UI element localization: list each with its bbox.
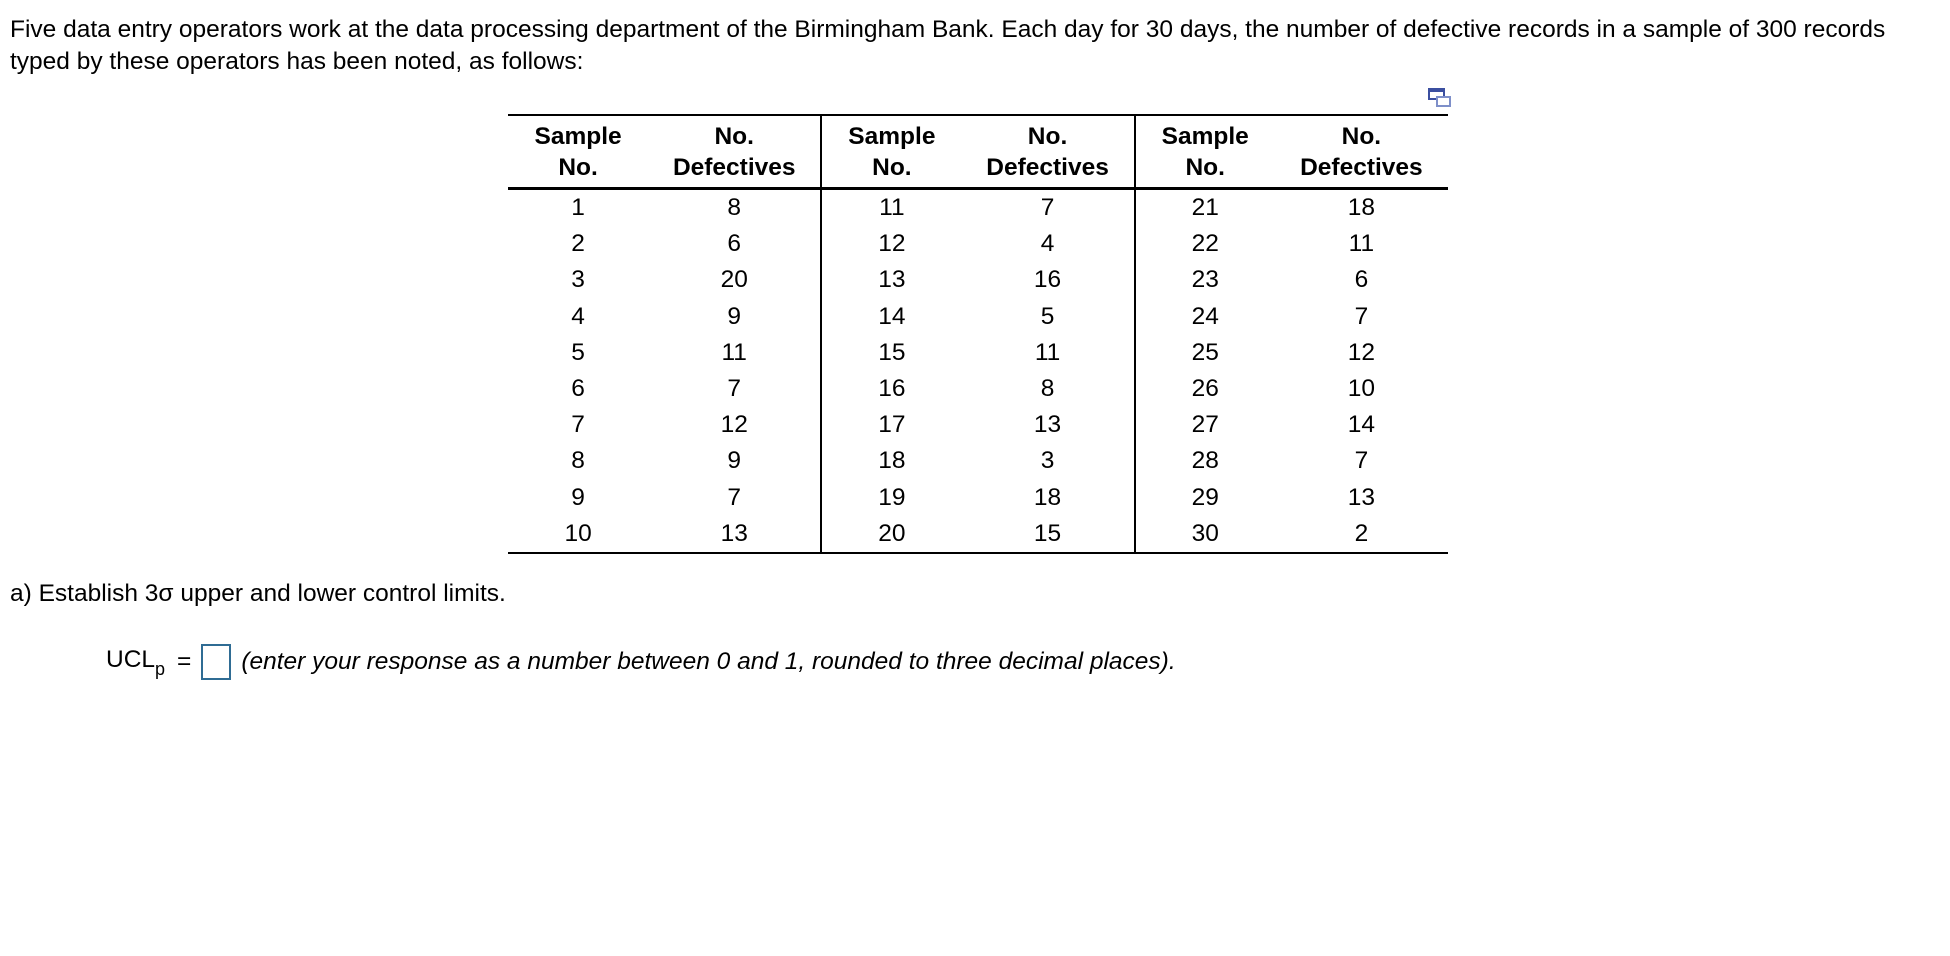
table-cell: 6 [648,226,821,262]
table-cell: 15 [961,516,1134,553]
ucl-answer-row [106,640,1176,684]
table-cell: 8 [961,371,1134,407]
table-cell: 6 [1354,266,1369,294]
table-cell: 4 [571,302,585,330]
table-cell: 30 [1191,519,1219,547]
table-header-row [508,115,1448,189]
table-cell: 10 [1347,375,1376,403]
table-cell: 20 [648,262,821,298]
table-cell: 7 [961,189,1134,227]
table-cell: 14 [878,302,906,330]
table-cell: 2 [1354,519,1369,547]
table-cell: 11 [1348,230,1375,258]
table-cell: 12 [878,230,906,258]
table-cell: 16 [878,375,906,403]
table-cell: 6 [571,375,585,403]
table-cell: 18 [961,480,1134,516]
column-header: No. Defectives [648,115,821,189]
table-cell: 4 [961,226,1134,262]
table-row [508,299,1448,335]
table-cell: 13 [648,516,821,553]
table-cell: 9 [648,443,821,479]
table-cell: 26 [1191,375,1219,403]
table-cell: 9 [648,299,821,335]
table-cell: 21 [1191,194,1219,222]
equals-sign: = [177,648,192,675]
table-cell: 5 [961,299,1134,335]
table-cell: 17 [878,411,906,439]
table-row [508,480,1448,516]
table-cell: 1 [571,194,585,222]
table-row [508,371,1448,407]
table-cell: 25 [1191,338,1219,366]
column-header: Sample No. [848,122,936,181]
table-row [508,226,1448,262]
table-cell: 10 [564,519,592,547]
ucl-answer-input[interactable] [201,644,231,680]
table-cell: 7 [1354,302,1369,330]
table-cell: 9 [571,483,585,511]
table-cell: 7 [648,371,821,407]
table-cell: 12 [1347,338,1376,366]
table-cell: 11 [648,335,821,371]
table-cell: 3 [571,266,585,294]
table-cell: 7 [648,480,821,516]
table-cell: 18 [1347,194,1376,222]
table-cell: 3 [961,443,1134,479]
table-row [508,443,1448,479]
table-cell: 18 [878,447,906,475]
table-row [508,262,1448,298]
table-cell: 5 [571,338,585,366]
question-text: a) Establish 3σ upper and lower control limits. [10,580,506,607]
table-cell: 7 [571,411,585,439]
table-cell: 23 [1191,266,1219,294]
table-cell: 2 [571,230,585,258]
column-header: Sample No. [534,122,622,181]
column-header: No. Defectives [1300,122,1423,181]
table-cell: 29 [1191,483,1219,511]
table-cell: 19 [878,483,906,511]
table-cell: 11 [961,335,1134,371]
table-cell: 8 [648,189,821,227]
table-cell: 12 [648,407,821,443]
answer-hint: (enter your response as a number between 0 and 1, rounded to three decimal places). [241,648,1176,675]
table-cell: 22 [1191,230,1219,258]
table-cell: 28 [1191,447,1219,475]
column-header: Sample No. [1161,122,1249,181]
table-cell: 15 [878,338,906,366]
table-cell: 24 [1191,302,1219,330]
table-cell: 16 [961,262,1134,298]
defects-table-container [508,114,1448,554]
popout-window-icon[interactable] [1428,88,1452,108]
table-row [508,189,1448,227]
ucl-label: $UCL_p$ [106,646,166,679]
table-cell: 13 [961,407,1134,443]
problem-statement: Five data entry operators work at the data processing department of the Birmingham Bank. Each day for 30 days, the number of defective records in a sample of 300 records typed by these operators has been noted, as follows: [10,16,1886,75]
table-row [508,335,1448,371]
table-cell: 11 [879,194,905,222]
table-cell: 13 [1347,483,1376,511]
table-cell: 13 [878,266,906,294]
table-cell: 27 [1191,411,1219,439]
table-row [508,516,1448,553]
defects-table [508,114,1448,554]
table-cell: 8 [571,447,585,475]
table-row [508,407,1448,443]
table-cell: 7 [1354,447,1369,475]
table-cell: 20 [878,519,906,547]
column-header: No. Defectives [961,115,1134,189]
table-cell: 14 [1347,411,1376,439]
